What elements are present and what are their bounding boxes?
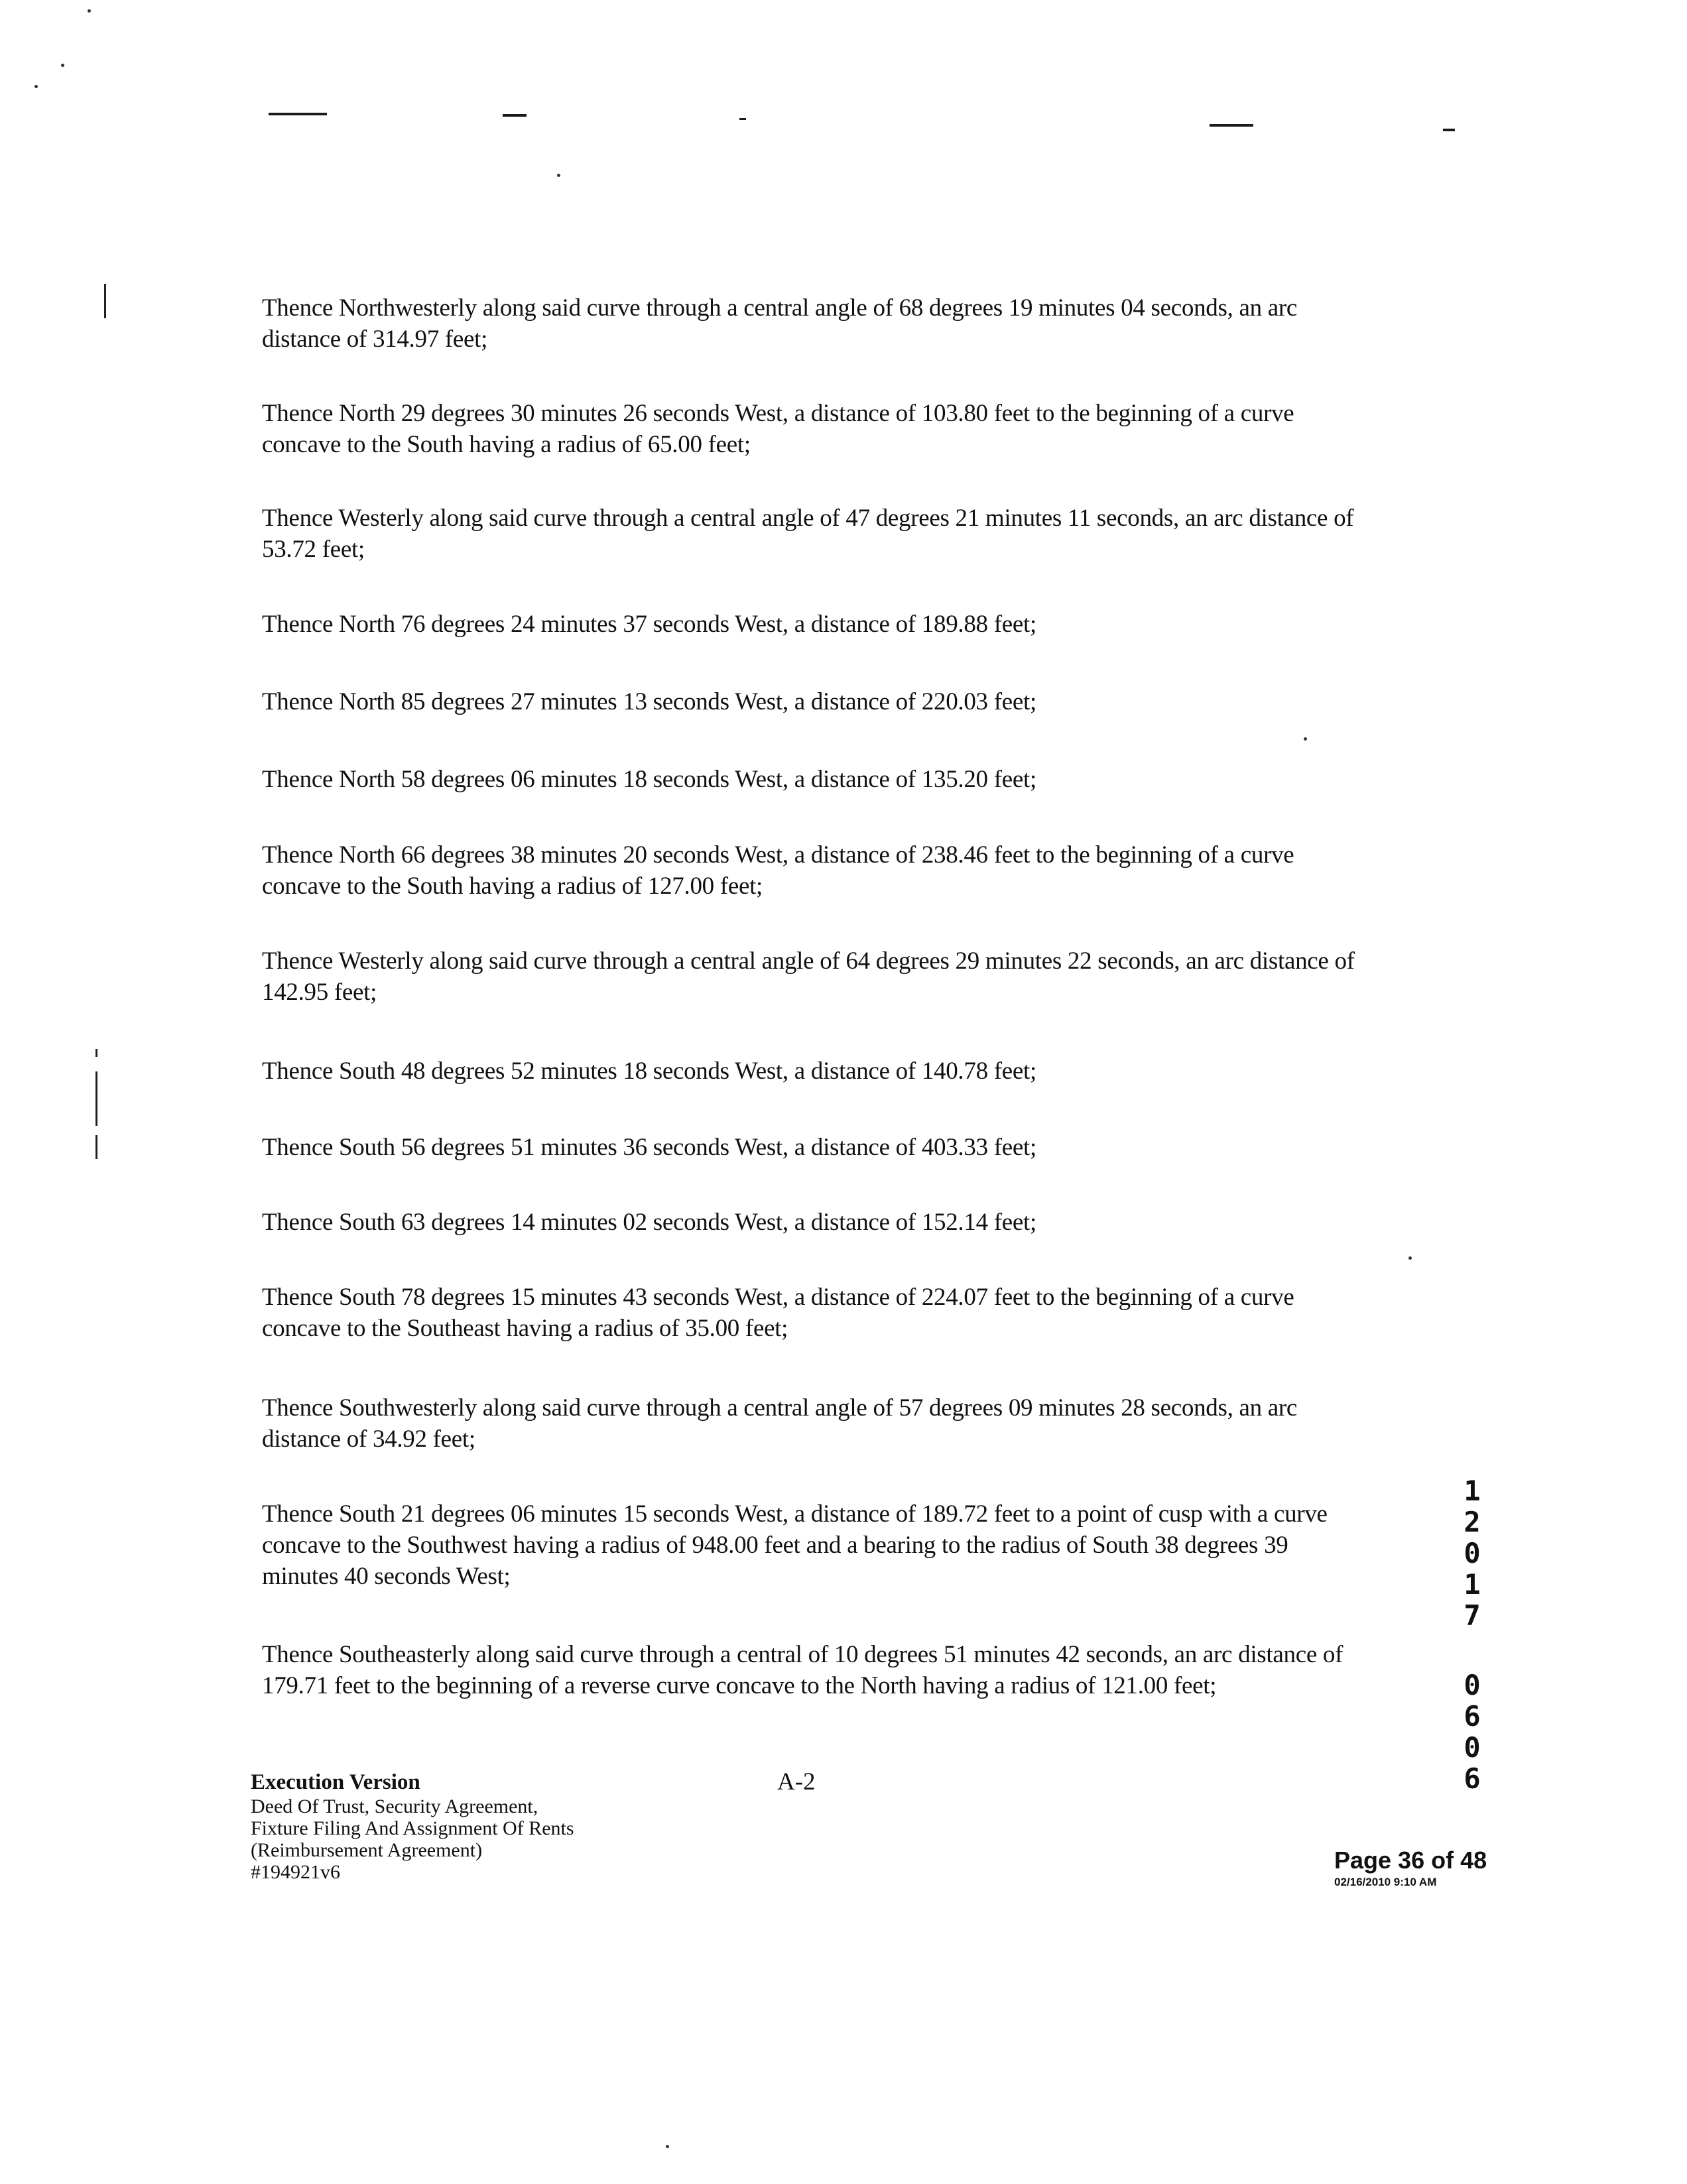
legal-description-paragraph: Thence North 76 degrees 24 minutes 37 seconds West, a distance of 189.88 feet; bbox=[262, 611, 1036, 638]
legal-description-paragraph: Thence North 85 degrees 27 minutes 13 seconds West, a distance of 220.03 feet; bbox=[262, 688, 1036, 715]
scan-mark bbox=[269, 113, 327, 115]
page-counter-block bbox=[1334, 1847, 1487, 1889]
margin-line bbox=[104, 284, 106, 318]
stamp-gap bbox=[1456, 1631, 1489, 1669]
legal-description-paragraph: Thence South 48 degrees 52 minutes 18 seconds West, a distance of 140.78 feet; bbox=[262, 1058, 1036, 1085]
scan-mark bbox=[503, 114, 527, 117]
exhibit-page-reference: A-2 bbox=[777, 1768, 816, 1795]
scan-speck bbox=[88, 9, 91, 13]
legal-description-paragraph: Thence South 78 degrees 15 minutes 43 seconds West, a distance of 224.07 feet to the beginning of a curve concave to the Southeast having a radius of 35.00 feet; bbox=[262, 1284, 1294, 1342]
print-timestamp: 02/16/2010 9:10 AM bbox=[1334, 1876, 1437, 1888]
footer-doc-line: (Reimbursement Agreement) bbox=[251, 1839, 483, 1861]
legal-description-paragraph: Thence Westerly along said curve through a central angle of 64 degrees 29 minutes 22 seconds, an arc distance of 142.95 feet; bbox=[262, 947, 1355, 1006]
execution-version-label: Execution Version bbox=[251, 1770, 420, 1794]
legal-description-paragraph: Thence Northwesterly along said curve through a central angle of 68 degrees 19 minutes 04 seconds, an arc distance of 314.97 feet; bbox=[262, 294, 1298, 353]
legal-description-paragraph: Thence South 63 degrees 14 minutes 02 seconds West, a distance of 152.14 feet; bbox=[262, 1209, 1036, 1236]
legal-description-paragraph: Thence North 66 degrees 38 minutes 20 seconds West, a distance of 238.46 feet to the beginning of a curve concave to the South having a radius of 127.00 feet; bbox=[262, 841, 1294, 900]
footer-doc-number: #194921v6 bbox=[251, 1861, 340, 1883]
stamp-digit: 1 bbox=[1464, 1475, 1481, 1507]
stamp-digit: 0 bbox=[1464, 1731, 1481, 1764]
stamp-digit: 6 bbox=[1464, 1700, 1481, 1732]
scan-speck bbox=[666, 2145, 669, 2148]
legal-description-paragraph: Thence South 56 degrees 51 minutes 36 seconds West, a distance of 403.33 feet; bbox=[262, 1134, 1036, 1161]
legal-description-paragraph: Thence North 58 degrees 06 minutes 18 seconds West, a distance of 135.20 feet; bbox=[262, 766, 1036, 793]
scan-speck bbox=[61, 64, 64, 67]
margin-line bbox=[95, 1049, 97, 1057]
footer-doc-line: Fixture Filing And Assignment Of Rents bbox=[251, 1817, 574, 1839]
stamp-digit: 2 bbox=[1464, 1506, 1481, 1538]
scan-speck bbox=[557, 174, 560, 177]
document-footer-info bbox=[251, 1769, 574, 1883]
stamp-digit: 0 bbox=[1464, 1537, 1481, 1569]
legal-description-paragraph: Thence Southwesterly along said curve through a central angle of 57 degrees 09 minutes 28 seconds, an arc distance of 34.92 feet; bbox=[262, 1394, 1298, 1453]
legal-description-paragraph: Thence South 21 degrees 06 minutes 15 seconds West, a distance of 189.72 feet to a point of cusp with a curve concave to the Southwest having a radius of 948.00 feet and a bearing to the radius of South 38 degrees 39 minutes 40 seconds West; bbox=[262, 1500, 1328, 1590]
scan-mark bbox=[739, 118, 746, 120]
scan-speck bbox=[1304, 737, 1307, 741]
margin-line bbox=[95, 1071, 97, 1126]
stamp-digit: 7 bbox=[1464, 1599, 1481, 1632]
footer-doc-line: Deed Of Trust, Security Agreement, bbox=[251, 1795, 538, 1817]
legal-description-paragraph: Thence Southeasterly along said curve through a central of 10 degrees 51 minutes 42 seconds, an arc distance of 179.71 feet to the beginning of a reverse curve concave to the North having a radius of 121.00 feet; bbox=[262, 1641, 1343, 1699]
stamp-digit: 1 bbox=[1464, 1568, 1481, 1601]
recording-number-stamp bbox=[1456, 1475, 1489, 1794]
margin-line bbox=[95, 1135, 97, 1159]
stamp-digit: 6 bbox=[1464, 1762, 1481, 1795]
legal-description-paragraph: Thence Westerly along said curve through a central angle of 47 degrees 21 minutes 11 seconds, an arc distance of 53.72 feet; bbox=[262, 505, 1354, 563]
scan-mark bbox=[1443, 129, 1455, 131]
scan-speck bbox=[1408, 1256, 1412, 1260]
legal-description-paragraph: Thence North 29 degrees 30 minutes 26 seconds West, a distance of 103.80 feet to the beginning of a curve concave to the South having a radius of 65.00 feet; bbox=[262, 400, 1294, 458]
stamp-digit: 0 bbox=[1464, 1669, 1481, 1701]
scan-mark bbox=[1210, 124, 1253, 127]
page-counter: Page 36 of 48 bbox=[1334, 1847, 1487, 1874]
scan-speck bbox=[34, 85, 38, 88]
